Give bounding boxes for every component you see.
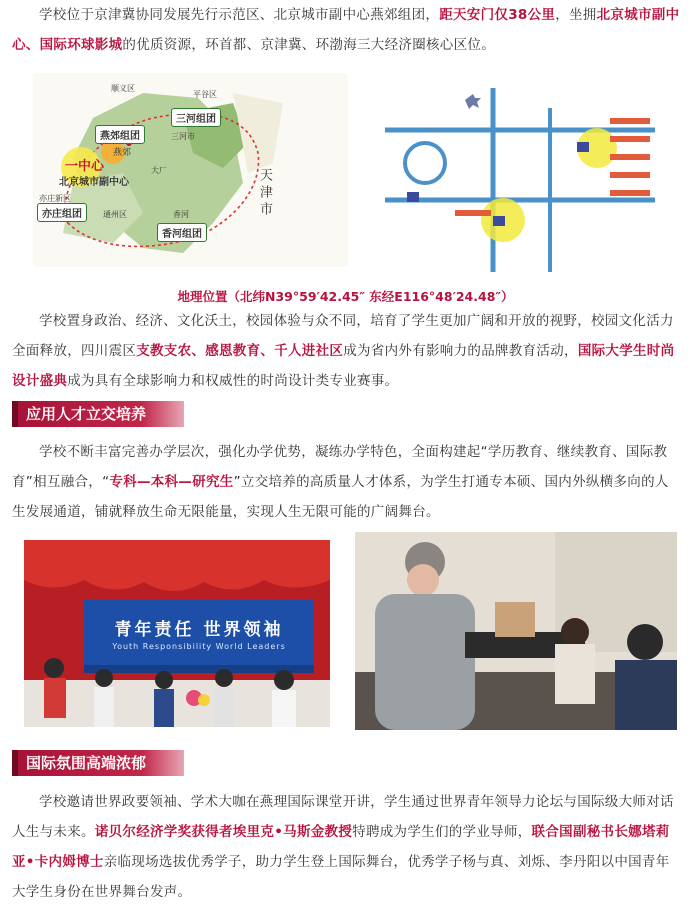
group-label-xianghe: 香河组团 xyxy=(157,223,207,242)
road-map-graphic xyxy=(385,68,680,272)
town-label-sanhe: 三河市 xyxy=(171,132,195,141)
intro-paragraph xyxy=(12,0,680,60)
intro-highlight-distance: 距天安门仅38公里 xyxy=(439,7,556,23)
regional-map xyxy=(33,73,348,267)
international-text-1: 学校邀请世界政要领袖、学术大咖在燕理国际课堂开讲，学生通过世界青年领导力论坛与国际级大师对话人生与未来。 xyxy=(12,794,674,840)
international-highlight-maskin: 诺贝尔经济学奖获得者埃里克•马斯金教授 xyxy=(94,824,353,840)
road-map xyxy=(385,68,680,272)
classroom-photo xyxy=(355,532,677,730)
campus-paragraph xyxy=(12,306,680,396)
town-label-xianghe: 香河 xyxy=(173,210,189,219)
international-text-3: 亲临现场选拔优秀学子，助力学生登上国际舞台，优秀学子杨与真、刘烁、李丹阳以中国青年大学生身份在世界舞台发声。 xyxy=(12,854,670,900)
talent-text-2: ”立交培养的高质量人才体系，为学生打通专本硕、国内外纵横多向的人生发展通道，铺就释放生命无限能量，实现人生无限可能的广阔舞台。 xyxy=(12,474,669,520)
international-highlight-un: 联合国副秘书长娜塔莉亚•卡内姆博士 xyxy=(12,824,670,870)
forum-banner-english: Youth Responsibility World Leaders xyxy=(112,642,286,651)
campus-highlight-activities: 支教支农、感恩教育、千人进社区 xyxy=(136,343,344,359)
town-label-pinggu: 平谷区 xyxy=(193,90,217,99)
town-label-yanjiao: 燕郊 xyxy=(113,148,132,158)
talent-paragraph xyxy=(12,437,680,527)
international-paragraph xyxy=(12,787,680,907)
town-label-tongzhou: 通州区 xyxy=(103,210,127,219)
group-label-yizhuang: 亦庄组团 xyxy=(37,203,87,222)
section-heading-international: 国际氛围高端浓郁 xyxy=(12,750,184,776)
tianjin-label: 天津市 xyxy=(257,168,272,219)
classroom-photo-graphic xyxy=(355,532,677,730)
forum-banner-chinese: 青年责任 世界领袖 xyxy=(114,620,284,640)
talent-highlight-path: 专科—本科—研究生 xyxy=(109,474,234,490)
intro-text-3: 的优质资源，环首都、京津冀、环渤海三大经济圈核心区位。 xyxy=(122,37,496,53)
section-heading-talent: 应用人才立交培养 xyxy=(12,401,184,427)
campus-text-1: 学校置身政治、经济、文化沃土，校园体验与众不同，培育了学生更加广阔和开放的视野，校园文化活力全面释放，四川震区 xyxy=(12,313,674,359)
school-marker-label: 一中心 xyxy=(65,159,105,174)
forum-photo xyxy=(24,540,330,727)
town-label-dachang: 大厂 xyxy=(151,166,167,175)
intro-text-2: ，坐拥 xyxy=(555,7,597,23)
campus-text-2: 成为省内外有影响力的品牌教育活动， xyxy=(343,343,578,359)
campus-text-3: 成为具有全球影响力和权威性的时尚设计类专业赛事。 xyxy=(67,373,399,389)
talent-text-1: 学校不断丰富完善办学层次，强化办学优势，凝练办学特色，全面构建起“学历教育、继续教育、国际教育”相互融合，“ xyxy=(12,444,668,490)
location-caption: 地理位置（北纬N39°59′42.45″ 东经E116°48′24.48″） xyxy=(177,289,514,304)
town-label-shunyi: 顺义区 xyxy=(111,84,135,93)
campus-highlight-fashion: 国际大学生时尚设计盛典 xyxy=(12,343,675,389)
town-label-yizhuang-district: 亦庄新区 xyxy=(39,194,71,203)
intro-text-1: 学校位于京津冀协同发展先行示范区、北京城市副中心燕郊组团， xyxy=(39,7,440,23)
group-label-sanhe: 三河组团 xyxy=(171,108,221,127)
city-sub-center-label: 北京城市副中心 xyxy=(59,177,129,188)
international-text-2: 特聘成为学生们的学业导师， xyxy=(352,824,532,840)
group-label-yanjiao: 燕郊组团 xyxy=(95,125,145,144)
intro-highlight-resources: 北京城市副中心、国际环球影城 xyxy=(12,7,680,53)
